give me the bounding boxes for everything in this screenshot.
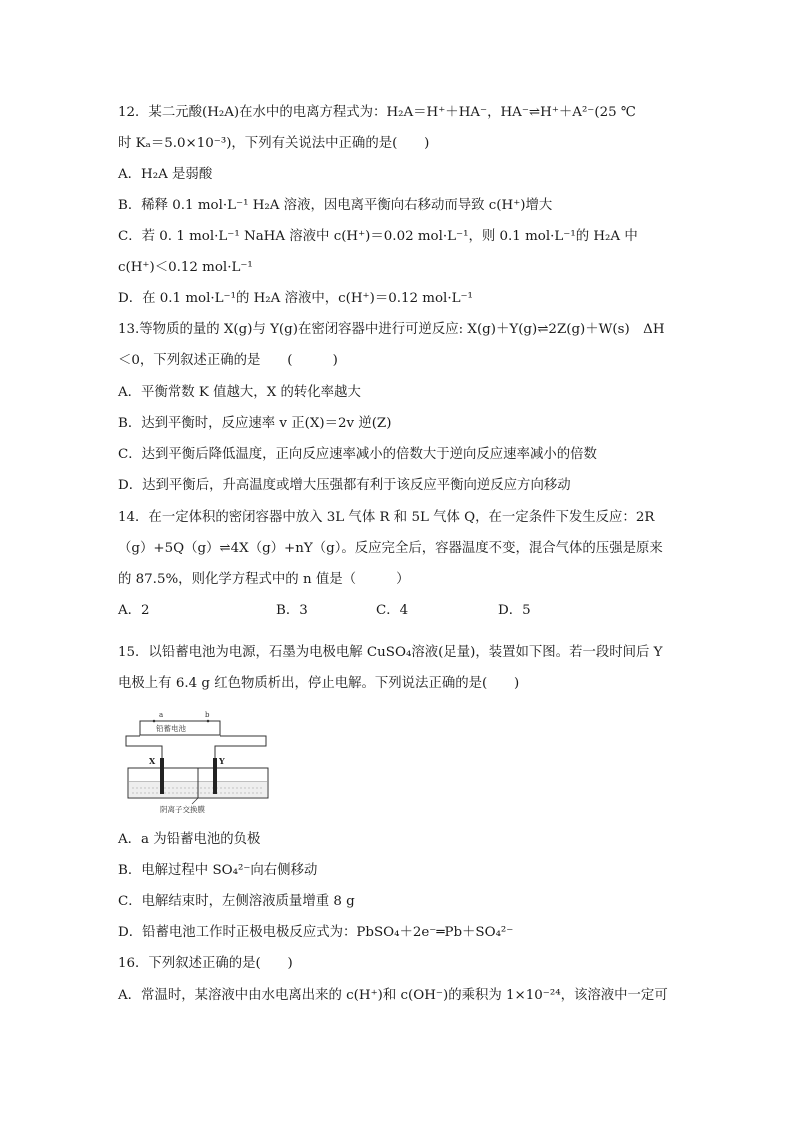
q14-option-c: C．4 <box>376 603 409 618</box>
q12-option-a: A．H₂A 是弱酸 <box>118 167 213 182</box>
q16-option-a: A．常温时，某溶液中由水电离出来的 c(H⁺)和 c(OH⁻)的乘积为 1×10⁻²⁴，该溶液中一定可 <box>118 988 668 1003</box>
q13-option-c: C．达到平衡后降低温度，正向反应速率减小的倍数大于逆向反应速率减小的倍数 <box>118 447 597 462</box>
q15-option-a: A．a 为铅蓄电池的负极 <box>118 832 261 847</box>
terminal-b-label: b <box>205 711 210 719</box>
q13-option-d: D．达到平衡后，升高温度或增大压强都有利于该反应平衡向逆反应方向移动 <box>118 478 571 493</box>
membrane-label: 阴离子交换膜 <box>160 805 205 814</box>
q14-stem-line2: （g）+5Q（g）⇌4X（g）+nY（g）。反应完全后，容器温度不变，混合气体的压强是原来 <box>118 541 663 556</box>
q12-option-d: D．在 0.1 mol·L⁻¹的 H₂A 溶液中，c(H⁺)＝0.12 mol·L⁻¹ <box>118 291 473 306</box>
q14-option-b: B．3 <box>276 603 308 618</box>
q14-option-d: D．5 <box>498 603 531 618</box>
q13-stem-line1: 13.等物质的量的 X(g)与 Y(g)在密闭容器中进行可逆反应: X(g)＋Y(g)⇌2Z(g)＋W(s) ΔH <box>118 322 665 337</box>
q15-stem-line1: 15．以铅蓄电池为电源，石墨为电极电解 CuSO₄溶液(足量)，装置如下图。若一段时间后 Y <box>118 645 663 660</box>
electrode-x-label: X <box>149 756 156 766</box>
q15-stem-line2: 电极上有 6.4 g 红色物质析出，停止电解。下列说法正确的是( ) <box>118 676 520 691</box>
q14-option-a: A．2 <box>118 603 150 618</box>
electrode-y <box>213 758 217 794</box>
battery-label: 铅蓄电池 <box>156 724 186 733</box>
terminal-a-label: a <box>159 711 164 719</box>
left-wire <box>126 736 162 758</box>
q12-stem-line1: 12．某二元酸(H₂A)在水中的电离方程式为：H₂A＝H⁺＋HA⁻，HA⁻⇌H⁺＋A²⁻(25 ℃ <box>118 105 636 120</box>
q15-option-c: C．电解结束时，左侧溶液质量增重 8 g <box>118 894 355 909</box>
electrode-y-label: Y <box>219 756 225 766</box>
q15-option-d: D．铅蓄电池工作时正极电极反应式为：PbSO₄＋2e⁻═Pb＋SO₄²⁻ <box>118 925 514 940</box>
q15-option-b: B．电解过程中 SO₄²⁻向右侧移动 <box>118 863 318 878</box>
electrolysis-apparatus-figure <box>122 710 274 816</box>
q16-stem: 16．下列叙述正确的是( ) <box>118 956 293 971</box>
q12-stem-line2: 时 Kₐ＝5.0×10⁻³)，下列有关说法中正确的是( ) <box>118 136 430 151</box>
right-wire <box>215 736 266 758</box>
q13-stem-line2: ＜0，下列叙述正确的是 ( ) <box>118 353 338 368</box>
q12-option-c-line1: C．若 0. 1 mol·L⁻¹ NaHA 溶液中 c(H⁺)＝0.02 mol·L⁻¹，则 0.1 mol·L⁻¹的 H₂A 中 <box>118 229 638 244</box>
terminal-a-dot <box>153 720 156 723</box>
terminal-b-dot <box>207 720 210 723</box>
electrode-x <box>160 758 164 794</box>
q12-option-c-line2: c(H⁺)＜0.12 mol·L⁻¹ <box>118 260 253 275</box>
q12-option-b: B．稀释 0.1 mol·L⁻¹ H₂A 溶液，因电离平衡向右移动而导致 c(H⁺)增大 <box>118 198 553 213</box>
q13-option-b: B．达到平衡时，反应速率 v 正(X)＝2v 逆(Z) <box>118 416 392 431</box>
q14-stem-line1: 14．在一定体积的密闭容器中放入 3L 气体 R 和 5L 气体 Q，在一定条件下发生反应：2R <box>118 510 655 525</box>
q14-stem-line3: 的 87.5%，则化学方程式中的 n 值是（ ） <box>118 572 410 587</box>
q13-option-a: A．平衡常数 K 值越大，X 的转化率越大 <box>118 385 361 400</box>
